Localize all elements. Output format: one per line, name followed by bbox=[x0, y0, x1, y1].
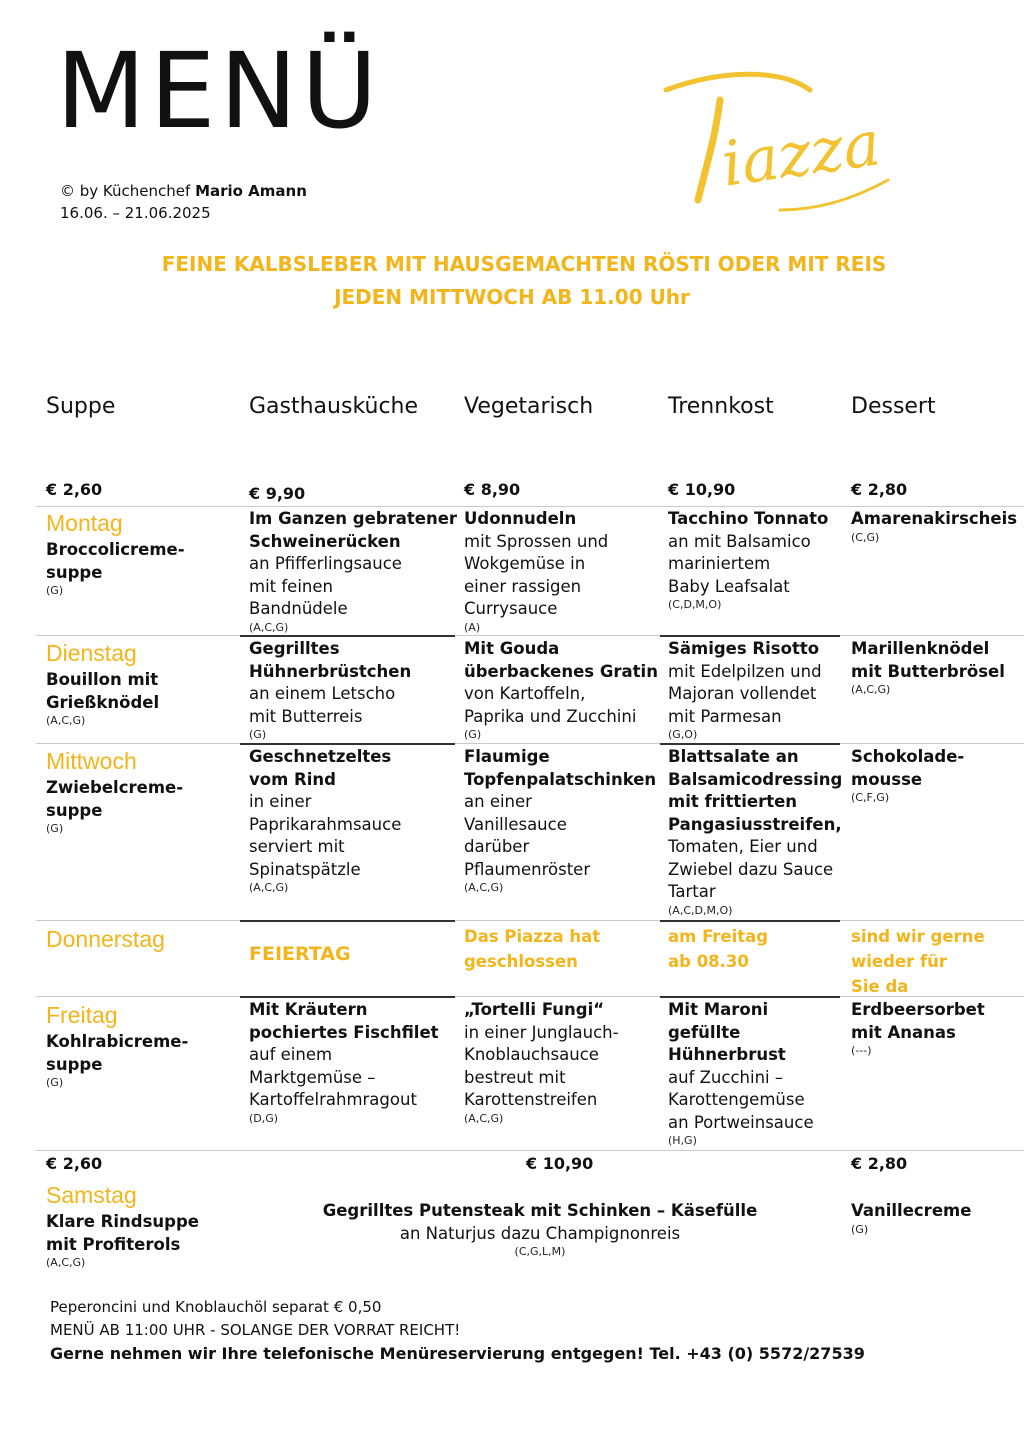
dish-title: Sämiges Risotto bbox=[668, 639, 820, 658]
row-montag-trennkost bbox=[668, 508, 828, 611]
allergen-info: (A,C,G) bbox=[249, 620, 289, 634]
row-mittwoch-vegetarisch bbox=[464, 746, 656, 894]
dessert-name: Schokolade- mousse bbox=[851, 747, 965, 789]
row-dienstag-gasthaus bbox=[249, 638, 411, 741]
dessert-name: Amarenakirscheis bbox=[851, 509, 1018, 528]
footer-reservation: Gerne nehmen wir Ihre telefonische Menüreservierung entgegen! Tel. +43 (0) 5572/27539 bbox=[50, 1344, 865, 1363]
row-freitag-trennkost bbox=[668, 999, 814, 1147]
price-vegetarisch: € 8,90 bbox=[464, 480, 521, 499]
dish-title: Geschnetzeltes vom Rind bbox=[249, 747, 392, 789]
dish-title: Blattsalate an Balsamicodressing mit frittierten Pangasiusstreifen, bbox=[668, 747, 843, 834]
dish-description: auf Zucchini – Karottengemüse an Portweinsauce bbox=[668, 1067, 814, 1132]
divider bbox=[36, 920, 240, 921]
dish-description: auf einem Marktgemüse – Kartoffelrahmragout bbox=[249, 1045, 417, 1109]
dish-description: mit Edelpilzen und Majoran vollendet mit Parmesan bbox=[668, 661, 822, 726]
column-header-vegetarisch: Vegetarisch bbox=[464, 394, 594, 419]
allergen-info: (A,C,G) bbox=[46, 714, 86, 727]
allergen-info: (C,D,M,O) bbox=[668, 598, 722, 611]
allergen-info: (G) bbox=[464, 728, 482, 741]
row-mittwoch-suppe bbox=[46, 748, 183, 835]
divider bbox=[240, 743, 455, 745]
dish-description: an Pfifferlingsauce mit feinen Bandnüdele bbox=[249, 554, 402, 618]
column-header-trennkost: Trennkost bbox=[668, 394, 774, 419]
dish-title: Mit Maroni gefüllte Hühnerbrust bbox=[668, 1000, 786, 1064]
row-samstag-suppe bbox=[46, 1182, 199, 1269]
chef-prefix: © by Küchenchef bbox=[60, 182, 196, 200]
footer-availability: MENÜ AB 11:00 UHR - SOLANGE DER VORRAT REICHT! bbox=[50, 1321, 461, 1339]
dessert-name: Erdbeersorbet mit Ananas bbox=[851, 1000, 985, 1042]
soup-name: Zwiebelcreme- suppe bbox=[46, 778, 184, 820]
dessert-name: Marillenknödel mit Butterbrösel bbox=[851, 639, 1005, 681]
dish-description: in einer Junglauch- Knoblauchsauce bestreut mit Karottenstreifen bbox=[464, 1022, 619, 1109]
soup-name: Broccolicreme- suppe bbox=[46, 540, 185, 582]
menu-dates: 16.06. – 21.06.2025 bbox=[60, 204, 211, 222]
divider bbox=[840, 743, 1024, 744]
divider bbox=[660, 996, 840, 998]
dish-description: von Kartoffeln, Paprika und Zucchini bbox=[464, 684, 637, 726]
dish-description: an mit Balsamico mariniertem Baby Leafsalat bbox=[668, 531, 811, 596]
closed-notice: Das Piazza hat geschlossen bbox=[464, 927, 601, 971]
divider bbox=[240, 920, 455, 922]
dish-description: an Naturjus dazu Champignonreis bbox=[399, 1223, 681, 1243]
divider bbox=[455, 635, 660, 636]
footer-extra-note: Peperoncini und Knoblauchöl separat € 0,50 bbox=[50, 1298, 382, 1316]
price-trennkost: € 10,90 bbox=[668, 480, 736, 499]
allergen-info: (A,C,D,M,O) bbox=[668, 903, 733, 917]
allergen-info: (A,C,G) bbox=[46, 1256, 86, 1269]
chef-name: Mario Amann bbox=[195, 182, 307, 200]
row-montag-gasthaus bbox=[249, 508, 457, 634]
chef-credit bbox=[60, 180, 307, 224]
row-mittwoch-dessert bbox=[851, 746, 964, 804]
row-freitag-gasthaus bbox=[249, 999, 439, 1125]
allergen-info: (G) bbox=[46, 822, 64, 835]
row-montag-suppe bbox=[46, 510, 185, 597]
day-label-dienstag: Dienstag bbox=[46, 640, 137, 666]
price-dessert: € 2,80 bbox=[851, 480, 908, 499]
row-mittwoch-gasthaus bbox=[249, 746, 401, 894]
allergen-info: (A,C,G) bbox=[851, 683, 891, 696]
row-dienstag-suppe bbox=[46, 640, 159, 727]
dish-title: „Tortelli Fungi“ bbox=[464, 1000, 605, 1019]
row-mittwoch-trennkost bbox=[668, 746, 842, 917]
dish-title: Gegrilltes Hühnerbrüstchen bbox=[249, 639, 412, 681]
welcome-notice: sind wir gerne wieder für Sie da bbox=[851, 927, 985, 996]
dish-title: Im Ganzen gebratener Schweinerücken bbox=[249, 509, 458, 551]
row-dienstag-trennkost bbox=[668, 638, 822, 741]
divider bbox=[36, 996, 240, 997]
allergen-info: (D,G) bbox=[249, 1111, 279, 1125]
dish-title: Mit Kräutern pochiertes Fischfilet bbox=[249, 1000, 439, 1042]
divider bbox=[240, 996, 455, 998]
piazza-logo bbox=[660, 60, 900, 220]
day-label-montag: Montag bbox=[46, 510, 123, 536]
allergen-info: (H,G) bbox=[668, 1134, 697, 1147]
dish-title: Mit Gouda überbackenes Gratin bbox=[464, 639, 658, 681]
row-samstag-main bbox=[250, 1200, 830, 1258]
divider bbox=[455, 996, 660, 997]
page-title: MENÜ bbox=[56, 30, 382, 152]
divider bbox=[660, 635, 840, 637]
divider bbox=[240, 635, 455, 637]
allergen-info: (A,C,G) bbox=[464, 1111, 504, 1125]
dish-description: mit Sprossen und Wokgemüse in einer rassigen Currysauce bbox=[464, 531, 609, 618]
holiday-label: FEIERTAG bbox=[249, 943, 351, 965]
price-gasthaus: € 9,90 bbox=[249, 484, 306, 503]
day-label-freitag: Freitag bbox=[46, 1002, 118, 1028]
row-freitag-vegetarisch bbox=[464, 999, 619, 1125]
soup-name: Bouillon mit Grießknödel bbox=[46, 670, 160, 712]
allergen-info: (A,C,G) bbox=[249, 881, 289, 894]
allergen-info: (G) bbox=[46, 1076, 64, 1089]
divider bbox=[840, 635, 1024, 636]
day-label-mittwoch: Mittwoch bbox=[46, 748, 137, 774]
dish-description: an einem Letscho mit Butterreis bbox=[249, 684, 396, 726]
divider bbox=[455, 743, 660, 744]
dish-description: an einer Vanillesauce darüber Pflaumenröster bbox=[464, 792, 591, 879]
allergen-info: (G,O) bbox=[668, 728, 698, 741]
divider bbox=[455, 920, 660, 921]
row-dienstag-dessert bbox=[851, 638, 1005, 696]
row-freitag-suppe bbox=[46, 1002, 188, 1089]
dish-title: Gegrilltes Putensteak mit Schinken – Käsefülle bbox=[322, 1201, 758, 1220]
price-samstag-dessert: € 2,80 bbox=[851, 1154, 908, 1173]
svg-text:iazza: iazza bbox=[716, 106, 885, 201]
allergen-info: (A,C,G) bbox=[464, 881, 504, 894]
day-label-donnerstag: Donnerstag bbox=[46, 926, 165, 952]
divider bbox=[840, 920, 1024, 921]
allergen-info: (---) bbox=[851, 1044, 872, 1057]
price-suppe: € 2,60 bbox=[46, 480, 103, 499]
divider bbox=[36, 506, 1024, 507]
allergen-info: (G) bbox=[46, 584, 64, 597]
soup-name: Kohlrabicreme- suppe bbox=[46, 1032, 189, 1074]
dish-description: Tomaten, Eier und Zwiebel dazu Sauce Tartar bbox=[668, 837, 834, 901]
divider bbox=[36, 1150, 1024, 1151]
column-header-gasthauskueche: Gasthausküche bbox=[249, 394, 419, 419]
promo-line-1: FEINE KALBSLEBER MIT HAUSGEMACHTEN RÖSTI ODER MIT REIS bbox=[161, 252, 887, 276]
promo-line-2: JEDEN MITTWOCH AB 11.00 Uhr bbox=[334, 285, 690, 309]
row-freitag-dessert bbox=[851, 999, 985, 1057]
divider bbox=[36, 743, 240, 744]
dish-title: Tacchino Tonnato bbox=[668, 509, 829, 528]
divider bbox=[660, 743, 840, 745]
dish-title: Flaumige Topfenpalatschinken bbox=[464, 747, 657, 789]
allergen-info: (G) bbox=[851, 1222, 869, 1236]
allergen-info: (A) bbox=[464, 620, 481, 634]
allergen-info: (C,F,G) bbox=[851, 791, 890, 804]
allergen-info: (C,G,L,M) bbox=[514, 1245, 566, 1258]
allergen-info: (C,G) bbox=[851, 530, 880, 544]
divider bbox=[36, 635, 240, 636]
reopen-notice: am Freitag ab 08.30 bbox=[668, 927, 769, 971]
dish-description: in einer Paprikarahmsauce serviert mit Spinatspätzle bbox=[249, 792, 402, 879]
row-dienstag-vegetarisch bbox=[464, 638, 658, 741]
divider bbox=[660, 920, 840, 922]
price-samstag-main: € 10,90 bbox=[526, 1154, 594, 1173]
row-donnerstag-suppe bbox=[46, 926, 165, 953]
column-header-dessert: Dessert bbox=[851, 394, 936, 419]
price-samstag-suppe: € 2,60 bbox=[46, 1154, 103, 1173]
soup-name: Klare Rindsuppe mit Profiterols bbox=[46, 1212, 199, 1254]
row-montag-dessert bbox=[851, 508, 1017, 544]
dessert-name: Vanillecreme bbox=[851, 1201, 972, 1220]
allergen-info: (G) bbox=[249, 728, 267, 741]
column-header-suppe: Suppe bbox=[46, 394, 116, 419]
dish-title: Udonnudeln bbox=[464, 509, 577, 528]
row-montag-vegetarisch bbox=[464, 508, 608, 634]
day-label-samstag: Samstag bbox=[46, 1182, 137, 1208]
row-samstag-dessert bbox=[851, 1200, 971, 1236]
